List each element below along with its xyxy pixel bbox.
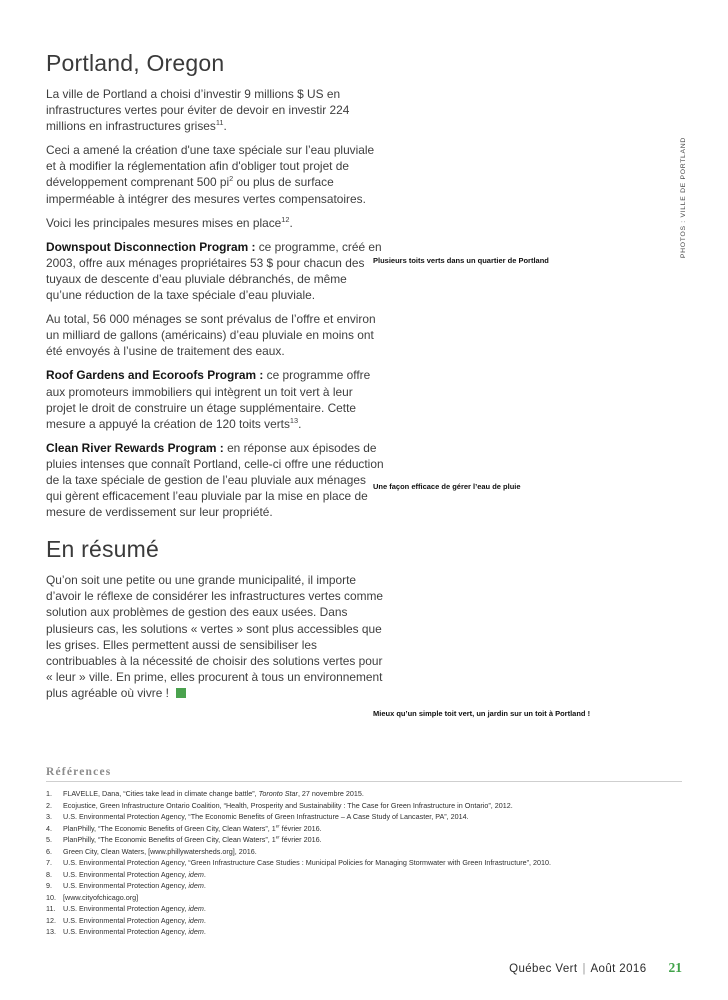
- reference-item: [46, 823, 682, 835]
- reference-number: 10.: [46, 892, 56, 902]
- reference-number: 9.: [46, 881, 52, 890]
- main-text-column: [46, 50, 384, 709]
- reference-text: PlanPhilly, “The Economic Benefits of Green City, Clean Waters”, 1er février 2016.: [63, 834, 322, 844]
- reference-text: FLAVELLE, Dana, “Cities take lead in climate change battle”, Toronto Star, 27 novembre 2015.: [63, 789, 364, 798]
- roof-program-paragraph: [46, 367, 384, 431]
- reference-item: [46, 926, 682, 938]
- intro-paragraph-3: [46, 215, 384, 231]
- text-run: ce programme, créé en 2003, offre aux ménages propriétaires 53 $ pour chacun des tuyaux de descente d’eau pluviale débranchés, de même qu’une réduction de la taxe spéciale d’eau pluviale.: [46, 239, 382, 303]
- reference-item: [46, 903, 682, 915]
- photo-caption-2: Une façon efficace de gérer l’eau de pluie: [373, 482, 521, 491]
- reference-item: [46, 811, 682, 823]
- text-run: ou plus de surface imperméable à intégrer des mesures vertes compensatoires.: [46, 175, 366, 206]
- reference-number: 12.: [46, 915, 56, 925]
- exponent: 2: [229, 174, 234, 184]
- program-name: Downspout Disconnection Program :: [46, 239, 256, 254]
- reference-item: [46, 880, 682, 892]
- program-name: Roof Gardens and Ecoroofs Program :: [46, 368, 264, 383]
- reference-number: 6.: [46, 846, 52, 856]
- issue-date: Août 2016: [590, 963, 647, 975]
- page-number: 21: [668, 960, 682, 975]
- photo-caption-1: Plusieurs toits verts dans un quartier de Portland: [373, 256, 549, 265]
- reference-text: U.S. Environmental Protection Agency, idem.: [63, 927, 206, 936]
- reference-text: PlanPhilly, “The Economic Benefits of Green City, Clean Waters”, 1er février 2016.: [63, 823, 322, 833]
- footnote-ref: 13: [289, 415, 299, 425]
- text-run: Voici les principales mesures mises en place: [46, 215, 282, 230]
- reference-number: 3.: [46, 812, 52, 821]
- reference-item: [46, 788, 682, 800]
- text-run: .: [223, 119, 227, 134]
- reference-text: U.S. Environmental Protection Agency, “Green Infrastructure Case Studies : Municipal Policies for Managing Stormwater with Green Infrastructure”, 2010.: [63, 858, 552, 867]
- reference-item: [46, 915, 682, 927]
- reference-text: U.S. Environmental Protection Agency, idem.: [63, 904, 206, 913]
- text-run: en réponse aux épisodes de pluies intenses que connaît Portland, celle-ci offre une réduction de la taxe spéciale de gestion de l’eau pluviale aux ménages qui gèrent efficacement l’eau pluviale par la mise en place de mesure de verdissement sur leur propriété.: [46, 440, 384, 520]
- summary-heading: En résumé: [46, 536, 160, 563]
- references-heading: Références: [46, 766, 112, 778]
- journal-name: Québec Vert: [509, 963, 578, 975]
- text-run: ce programme offre aux promoteurs immobiliers qui intègrent un toit vert à leur projet le droit de construire un étage supplémentaire. Cette mesure a appuyé la création de 120 toits verts: [46, 368, 371, 431]
- reference-item: [46, 800, 682, 812]
- page-title: Portland, Oregon: [46, 50, 225, 76]
- footnote-ref: 11: [215, 118, 224, 128]
- reference-number: 11.: [46, 904, 56, 913]
- text-run: Qu’on soit une petite ou une grande municipalité, il importe d’avoir le réflexe de considérer les infrastructures vertes comme solution aux problèmes de gestion des eaux usées. Dans plusieurs cas, les solutions « vertes » sont plus accessibles que les grises. Elles permettent aussi de sensibiliser les contribuables à la nécessité de choisir des solutions vertes pour « leur » ville. En prime, elles procurent à tous un environnement plus agréable où vivre !: [46, 573, 384, 700]
- reference-number: 2.: [46, 800, 52, 810]
- clean-river-program-paragraph: [46, 440, 384, 520]
- reference-number: 7.: [46, 858, 52, 867]
- program-name: Clean River Rewards Program :: [46, 440, 224, 455]
- reference-number: 13.: [46, 927, 56, 936]
- reference-number: 5.: [46, 835, 52, 844]
- reference-text: U.S. Environmental Protection Agency, “The Economic Benefits of Green Infrastructure – A Case Study of Lancaster, PA”, 2014.: [63, 812, 469, 821]
- references-divider: [46, 781, 682, 782]
- downspout-program-paragraph: [46, 239, 384, 303]
- reference-number: 4.: [46, 823, 52, 833]
- page-footer: [509, 960, 682, 976]
- summary-paragraph: [46, 572, 384, 701]
- text-run: Ceci a amené la création d'une taxe spéciale sur l’eau pluviale et à modifier la réglementation afin d'obliger tout projet de développement comprenant 500 pi: [46, 143, 375, 190]
- text-run: .: [289, 215, 293, 230]
- reference-text: U.S. Environmental Protection Agency, idem.: [63, 869, 206, 879]
- footnote-ref: 12: [281, 214, 290, 224]
- reference-number: 8.: [46, 869, 52, 879]
- reference-item: [46, 892, 682, 904]
- references-section: [46, 766, 682, 938]
- reference-text: [www.cityofchicago.org]: [63, 892, 139, 902]
- text-run: La ville de Portland a choisi d’investir 9 millions $ US en infrastructures vertes pour éviter de devoir en investir 224 millions en infrastructures grises: [46, 87, 350, 134]
- intro-paragraph-1: [46, 86, 384, 134]
- reference-text: U.S. Environmental Protection Agency, idem.: [63, 915, 206, 925]
- reference-text: Ecojustice, Green Infrastructure Ontario Coalition, “Health, Prosperity and Sustainability : The Case for Green Infrastructure in Ontario”, 2012.: [63, 800, 513, 810]
- reference-item: [46, 869, 682, 881]
- downspout-results-paragraph: Au total, 56 000 ménages se sont prévalus de l’offre et environ un milliard de gallons (américains) d’eau pluviale en moins ont été envoyés à l’usine de traitement des eaux.: [46, 312, 376, 359]
- reference-number: 1.: [46, 789, 52, 798]
- photo-caption-3: Mieux qu’un simple toit vert, un jardin sur un toit à Portland !: [373, 709, 591, 718]
- text-run: .: [298, 416, 302, 431]
- reference-item: [46, 834, 682, 846]
- photo-credit-vertical: PHOTOS : VILLE DE PORTLAND: [680, 137, 687, 259]
- end-of-article-marker: [176, 688, 186, 698]
- intro-paragraph-2: [46, 142, 384, 206]
- reference-item: [46, 846, 682, 858]
- reference-item: [46, 857, 682, 869]
- footer-separator: |: [582, 963, 586, 975]
- reference-text: U.S. Environmental Protection Agency, idem.: [63, 881, 206, 890]
- reference-text: Green City, Clean Waters, [www.phillywatersheds.org], 2016.: [63, 846, 257, 856]
